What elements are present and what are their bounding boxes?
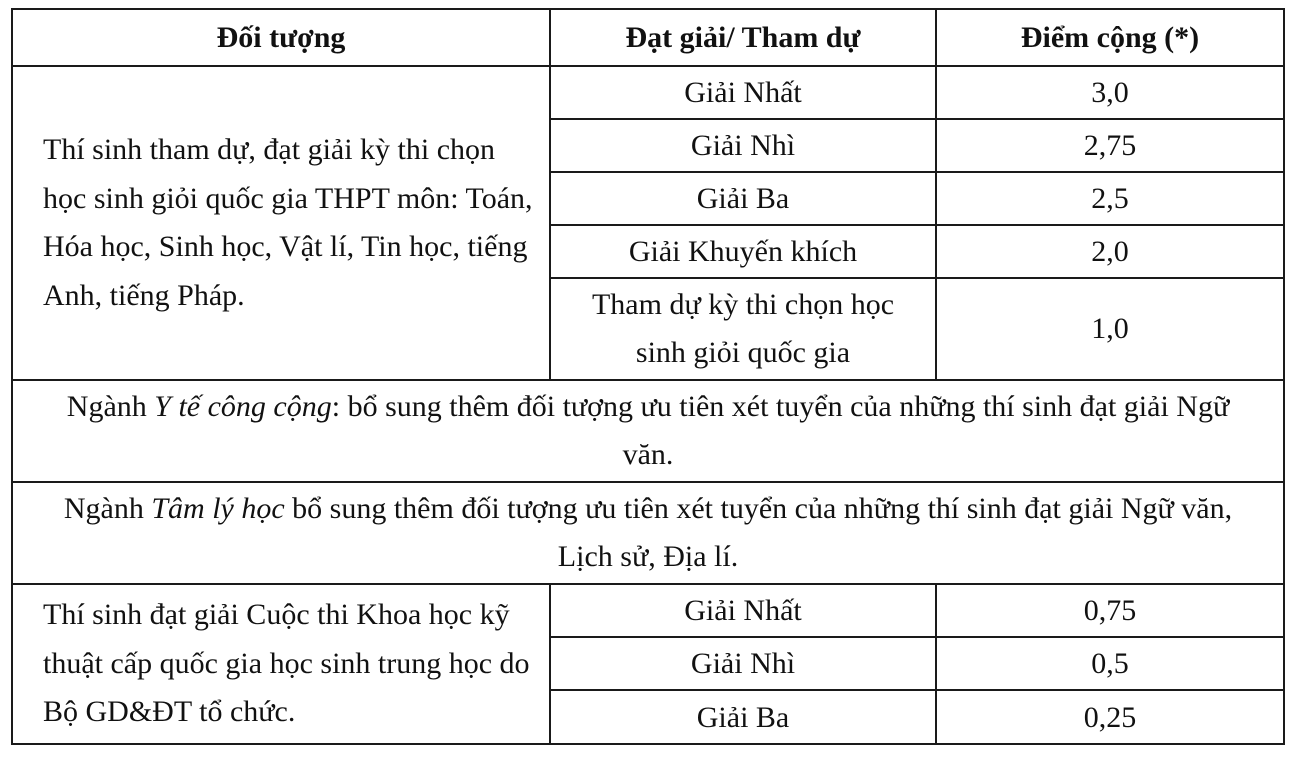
note-text: : bổ sung thêm đối tượng ưu tiên xét tuyển của những thí sinh đạt giải Ngữ văn. [331,390,1230,471]
note-prefix: Ngành [63,492,152,525]
header-row [12,9,1284,66]
table-row [12,584,1284,637]
group2-award: Giải Nhì [550,637,936,690]
header-object: Đối tượng [12,9,550,66]
page [11,8,1285,745]
group2-description: Thí sinh đạt giải Cuộc thi Khoa học kỹ thuật cấp quốc gia học sinh trung học do Bộ GD&ĐT tổ chức. [12,584,550,744]
note-row [12,380,1284,482]
note-psychology [12,482,1284,584]
group1-award: Giải Nhì [550,119,936,172]
header-points: Điểm cộng (*) [936,9,1284,66]
group2-points: 0,25 [936,690,1284,744]
note-text: bổ sung thêm đối tượng ưu tiên xét tuyển của những thí sinh đạt giải Ngữ văn, Lịch sử, Địa lí. [284,492,1233,573]
group2-points: 0,5 [936,637,1284,690]
group1-points: 3,0 [936,66,1284,119]
priority-points-table [11,8,1285,745]
group1-points: 2,5 [936,172,1284,225]
note-prefix: Ngành [66,390,155,423]
table-row [12,66,1284,119]
group1-points: 2,75 [936,119,1284,172]
group1-description: Thí sinh tham dự, đạt giải kỳ thi chọn học sinh giỏi quốc gia THPT môn: Toán, Hóa học, Sinh học, Vật lí, Tin học, tiếng Anh, tiếng Pháp. [12,66,550,380]
group1-award: Giải Nhất [550,66,936,119]
note-major: Y tế công cộng [154,390,332,423]
note-public-health [12,380,1284,482]
note-row [12,482,1284,584]
group1-points: 1,0 [936,278,1284,380]
group2-award: Giải Nhất [550,584,936,637]
group1-award: Giải Ba [550,172,936,225]
group2-award: Giải Ba [550,690,936,744]
group2-points: 0,75 [936,584,1284,637]
group1-award: Giải Khuyến khích [550,225,936,278]
group1-award: Tham dự kỳ thi chọn học sinh giỏi quốc gia [550,278,936,380]
group1-points: 2,0 [936,225,1284,278]
header-award: Đạt giải/ Tham dự [550,9,936,66]
note-major: Tâm lý học [151,492,285,525]
